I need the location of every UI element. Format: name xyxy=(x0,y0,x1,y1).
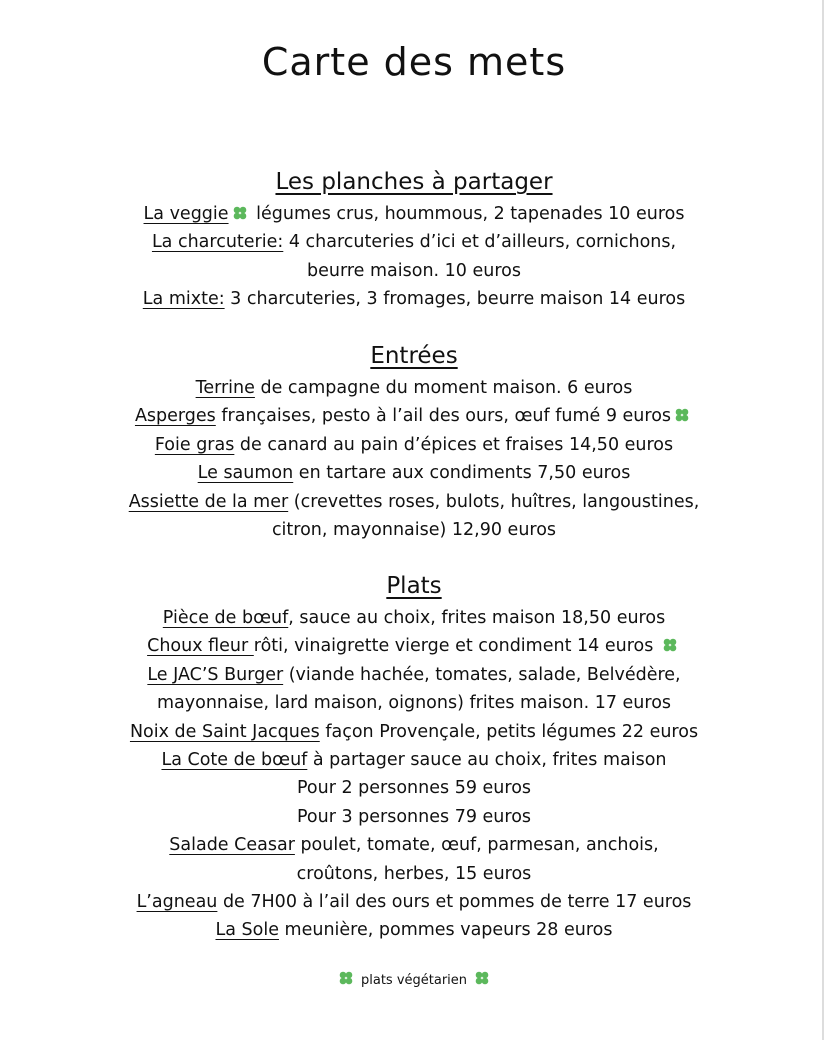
section-title: Plats xyxy=(386,573,442,599)
dish-description: , sauce au choix, frites maison 18,50 euros xyxy=(288,608,666,628)
menu-line xyxy=(0,285,828,313)
menu-line xyxy=(0,888,828,916)
section-title: Entrées xyxy=(370,343,458,369)
menu-line xyxy=(0,402,828,430)
dish-description: à partager sauce au choix, frites maison xyxy=(307,750,667,771)
clover-icon xyxy=(474,970,490,986)
dish-description: beurre maison. 10 euros xyxy=(307,260,521,281)
dish-description: en tartare aux condiments 7,50 euros xyxy=(293,463,631,484)
dish-description: de canard au pain d’épices et fraises 14,50 euros xyxy=(234,434,674,455)
dish-description: Pour 2 personnes 59 euros xyxy=(296,778,532,799)
menu-line xyxy=(0,860,828,888)
dish-name: L’agneau xyxy=(136,892,218,913)
menu-line xyxy=(0,200,828,228)
menu-line xyxy=(0,632,828,660)
dish-name: Terrine xyxy=(195,378,255,398)
dish-description: 3 charcuteries, 3 fromages, beurre maison 14 euros xyxy=(224,289,686,310)
menu-line xyxy=(0,516,828,544)
dish-name: La Cote de bœuf xyxy=(161,750,308,771)
section-title: Les planches à partager xyxy=(275,169,553,195)
menu-line xyxy=(0,604,828,632)
clover-icon xyxy=(662,634,678,650)
clover-icon xyxy=(674,404,690,420)
dish-name: Noix de Saint Jacques xyxy=(129,721,320,742)
dish-name: La Sole xyxy=(215,920,279,941)
dish-description: de 7H00 à l’ail des ours et pommes de terre 17 euros xyxy=(217,892,692,913)
dish-name: Le saumon xyxy=(197,463,294,484)
menu-line xyxy=(0,803,828,831)
dish-description: (viande hachée, tomates, salade, Belvédère, xyxy=(283,664,681,685)
menu-line xyxy=(0,488,828,516)
dish-name: Choux fleur xyxy=(147,636,254,657)
dish-description: Pour 3 personnes 79 euros xyxy=(296,806,532,827)
section-entrees xyxy=(0,340,828,544)
dish-description: façon Provençale, petits légumes 22 euros xyxy=(319,721,699,742)
menu-line xyxy=(0,831,828,859)
dish-name: Pièce de bœuf xyxy=(162,608,289,628)
menu-line xyxy=(0,916,828,944)
footer-text: plats végétarien xyxy=(360,973,468,988)
menu-line xyxy=(0,774,828,802)
dish-description: poulet, tomate, œuf, parmesan, anchois, xyxy=(294,835,659,856)
menu-line xyxy=(0,661,828,689)
menu-line xyxy=(0,374,828,402)
dish-description: croûtons, herbes, 15 euros xyxy=(296,863,532,884)
dish-name: La veggie xyxy=(143,204,229,224)
dish-description: 4 charcuteries d’ici et d’ailleurs, cornichons, xyxy=(283,232,677,253)
menu-line xyxy=(0,459,828,487)
dish-description: françaises, pesto à l’ail des ours, œuf fumé 9 euros xyxy=(215,406,672,427)
dish-name: Salade Ceasar xyxy=(169,835,295,856)
dish-name: La mixte: xyxy=(142,289,225,310)
page-title: Carte des mets xyxy=(261,40,567,84)
dish-name: Foie gras xyxy=(154,434,235,455)
menu-line xyxy=(0,746,828,774)
section-planches xyxy=(0,166,828,314)
dish-description: rôti, vinaigrette vierge et condiment 14 euros xyxy=(253,636,659,657)
section-plats xyxy=(0,570,828,945)
menu-line xyxy=(0,689,828,717)
menu-line xyxy=(0,431,828,459)
clover-icon xyxy=(232,202,248,218)
clover-icon xyxy=(338,970,354,986)
footer-legend xyxy=(0,970,828,988)
dish-description: (crevettes roses, bulots, huîtres, langoustines, xyxy=(288,491,700,512)
dish-description: légumes crus, hoummous, 2 tapenades 10 euros xyxy=(250,204,685,224)
dish-description: mayonnaise, lard maison, oignons) frites maison. 17 euros xyxy=(156,693,672,714)
menu-line xyxy=(0,718,828,746)
menu-line xyxy=(0,257,828,285)
dish-description: de campagne du moment maison. 6 euros xyxy=(254,378,633,398)
dish-description: citron, mayonnaise) 12,90 euros xyxy=(271,520,557,541)
dish-name: La charcuterie: xyxy=(151,232,284,253)
dish-name: Assiette de la mer xyxy=(128,491,289,512)
dish-description: meunière, pommes vapeurs 28 euros xyxy=(278,920,613,941)
dish-name: Le JAC’S Burger xyxy=(147,664,284,685)
dish-name: Asperges xyxy=(134,406,216,427)
menu-line xyxy=(0,228,828,256)
